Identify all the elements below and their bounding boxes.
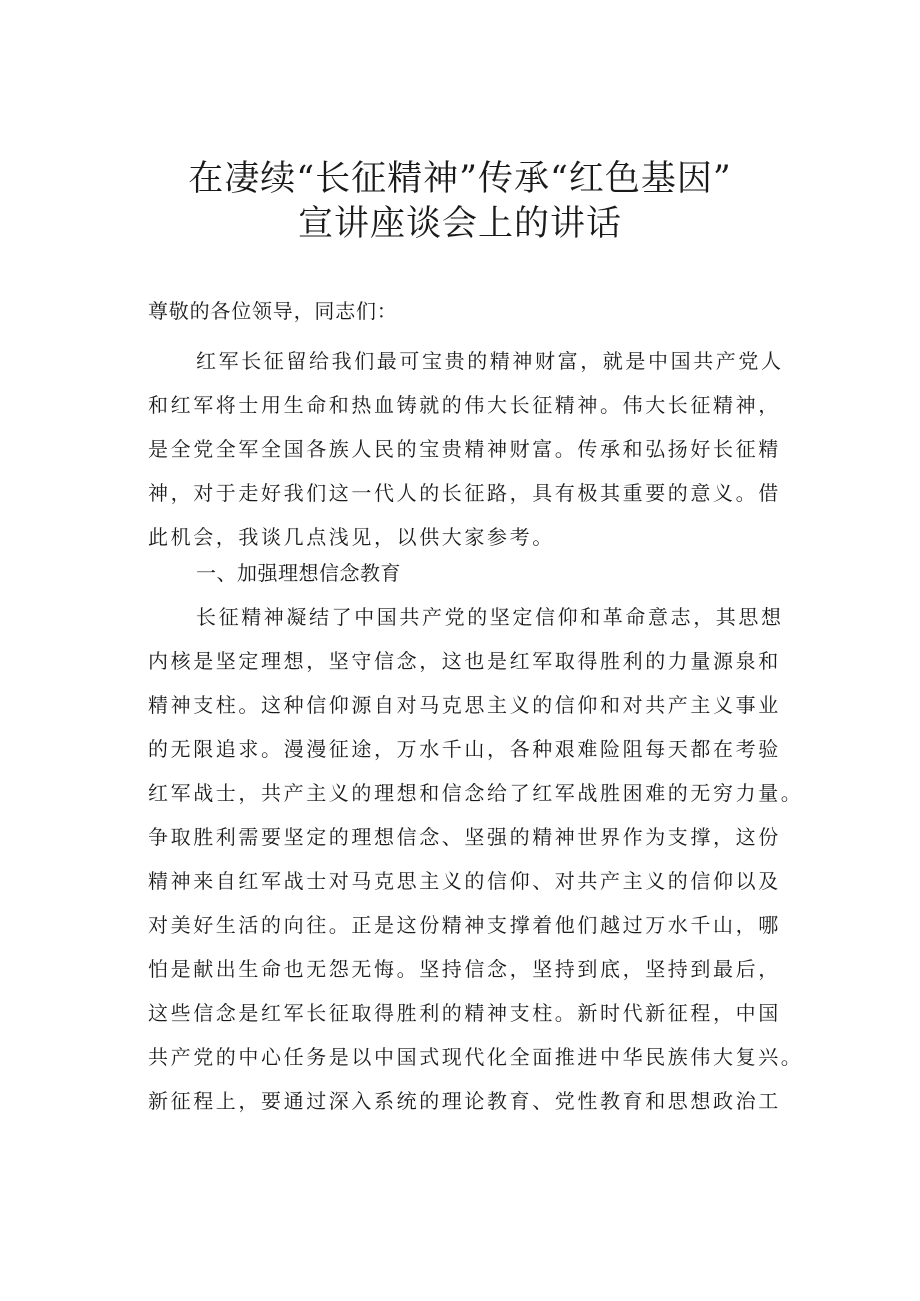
paragraph-line: 红军长征留给我们最可宝贵的精神财富，就是中国共产党人	[196, 349, 784, 373]
paragraph-line: 精神来自红军战士对马克思主义的信仰、对共产主义的信仰以及	[148, 869, 781, 893]
paragraph-line: 此机会，我谈几点浅见，以供大家参考。	[148, 525, 555, 549]
paragraph-line: 对美好生活的向往。正是这份精神支撑着他们越过万水千山，哪	[148, 913, 781, 937]
paragraph-line: 和红军将士用生命和热血铸就的伟大长征精神。伟大长征精神，	[148, 393, 781, 417]
paragraph-line: 内核是坚定理想，坚守信念，这也是红军取得胜利的力量源泉和	[148, 649, 781, 673]
paragraph-line: 精神支柱。这种信仰源自对马克思主义的信仰和对共产主义事业	[148, 693, 781, 717]
paragraph-line: 的无限追求。漫漫征途，万水千山，各种艰难险阻每天都在考验	[148, 737, 781, 761]
paragraph-line: 长征精神凝结了中国共产党的坚定信仰和革命意志，其思想	[196, 605, 784, 629]
paragraph-section-1	[148, 595, 804, 1123]
paragraph-line: 怕是献出生命也无怨无悔。坚持信念，坚持到底，坚持到最后，	[148, 957, 781, 981]
paragraph-line: 神，对于走好我们这一代人的长征路，具有极其重要的意义。借	[148, 481, 781, 505]
document-title-line-1: 在凄续“长征精神”传承“红色基因”	[188, 159, 732, 199]
paragraph-line: 是全党全军全国各族人民的宝贵精神财富。传承和弘扬好长征精	[148, 437, 781, 461]
paragraph-intro	[148, 339, 800, 559]
paragraph-line: 这些信念是红军长征取得胜利的精神支柱。新时代新征程，中国	[148, 1001, 781, 1025]
paragraph-line: 共产党的中心任务是以中国式现代化全面推进中华民族伟大复兴。	[148, 1045, 804, 1069]
document-title-line-2: 宣讲座谈会上的讲话	[297, 204, 622, 244]
paragraph-line: 争取胜利需要坚定的理想信念、坚强的精神世界作为支撑，这份	[148, 825, 781, 849]
section-heading: 一、加强理想信念教育	[196, 561, 401, 585]
paragraph-line: 红军战士，共产主义的理想和信念给了红军战胜困难的无穷力量。	[148, 781, 804, 805]
salutation: 尊敬的各位领导，同志们：	[148, 299, 398, 323]
paragraph-line: 新征程上，要通过深入系统的理论教育、党性教育和思想政治工	[148, 1089, 781, 1113]
